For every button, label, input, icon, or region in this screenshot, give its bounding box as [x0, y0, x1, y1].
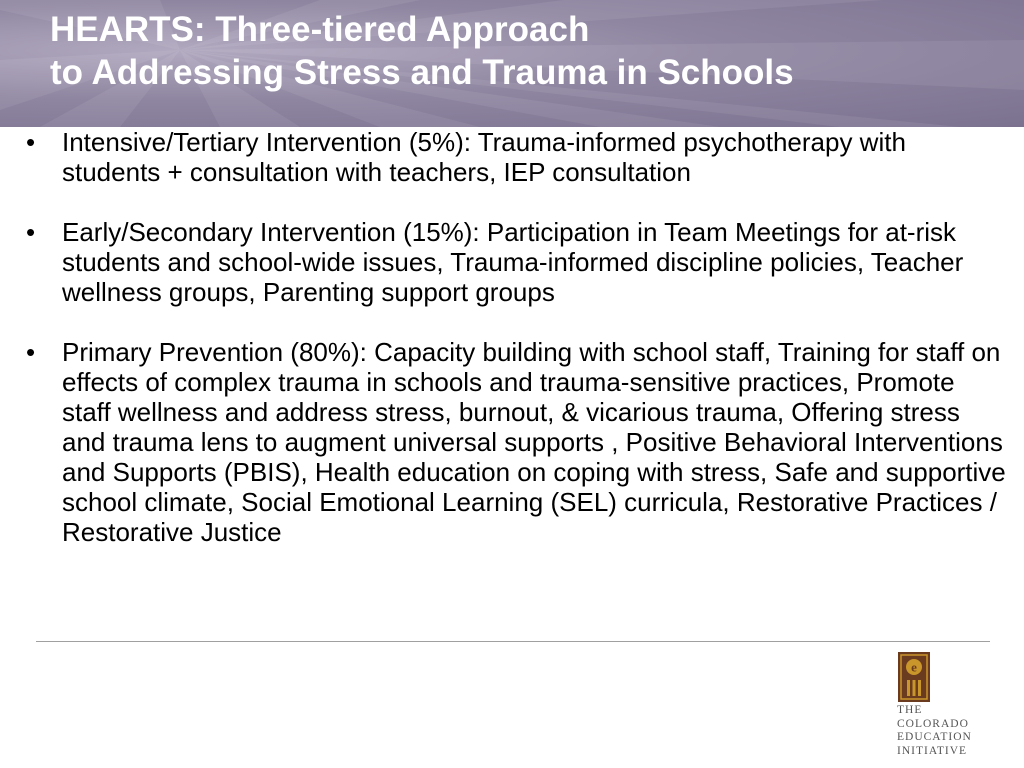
colorado-education-initiative-logo — [895, 652, 995, 764]
logo-mark-letter: e — [911, 659, 917, 675]
bullet-text: Primary Prevention (80%): Capacity building with school staff, Training for staff on effects of complex trauma in schools and trauma-sensitive practices, Promote staff wellness and address stress, burnout, & vicarious trauma, Offering stress and trauma lens to augment universal supports , Positive Behavioral Interventions and Supports (PBIS), Health education on coping with stress, Safe and supportive school climate, Social Emotional Learning (SEL) curricula, Restorative Practices / Restorative Justice — [62, 337, 1006, 547]
bullet-text: Intensive/Tertiary Intervention (5%): Trauma-informed psychotherapy with students + consultation with teachers, IEP consultation — [62, 127, 906, 187]
bullet-primary-prevention — [20, 337, 1010, 547]
bullet-secondary-intervention — [20, 217, 1010, 307]
logo-wordmark — [897, 704, 972, 758]
slide-title-line-1: HEARTS: Three-tiered Approach — [50, 10, 590, 49]
logo-line-4: INITIATIVE — [897, 744, 968, 757]
logo-line-2: COLORADO — [897, 717, 969, 730]
bullet-list — [20, 127, 1010, 577]
logo-line-3: EDUCATION — [897, 731, 972, 743]
slide-title — [50, 8, 794, 94]
bullet-tertiary-intervention — [20, 127, 1010, 187]
bullet-text: Early/Secondary Intervention (15%): Participation in Team Meetings for at-risk students and school-wide issues, Trauma-informed discipline policies, Teacher wellness groups, Parenting support groups — [62, 217, 964, 307]
title-banner — [0, 0, 1024, 127]
logo-line-1: THE — [897, 704, 923, 716]
bullet-marker: • — [26, 337, 36, 367]
bullet-marker: • — [26, 217, 36, 247]
footer-divider — [36, 641, 990, 642]
logo-emblem-icon — [898, 652, 930, 702]
slide-title-line-2: to Addressing Stress and Trauma in Schools — [50, 53, 794, 92]
bullet-marker: • — [26, 127, 36, 157]
